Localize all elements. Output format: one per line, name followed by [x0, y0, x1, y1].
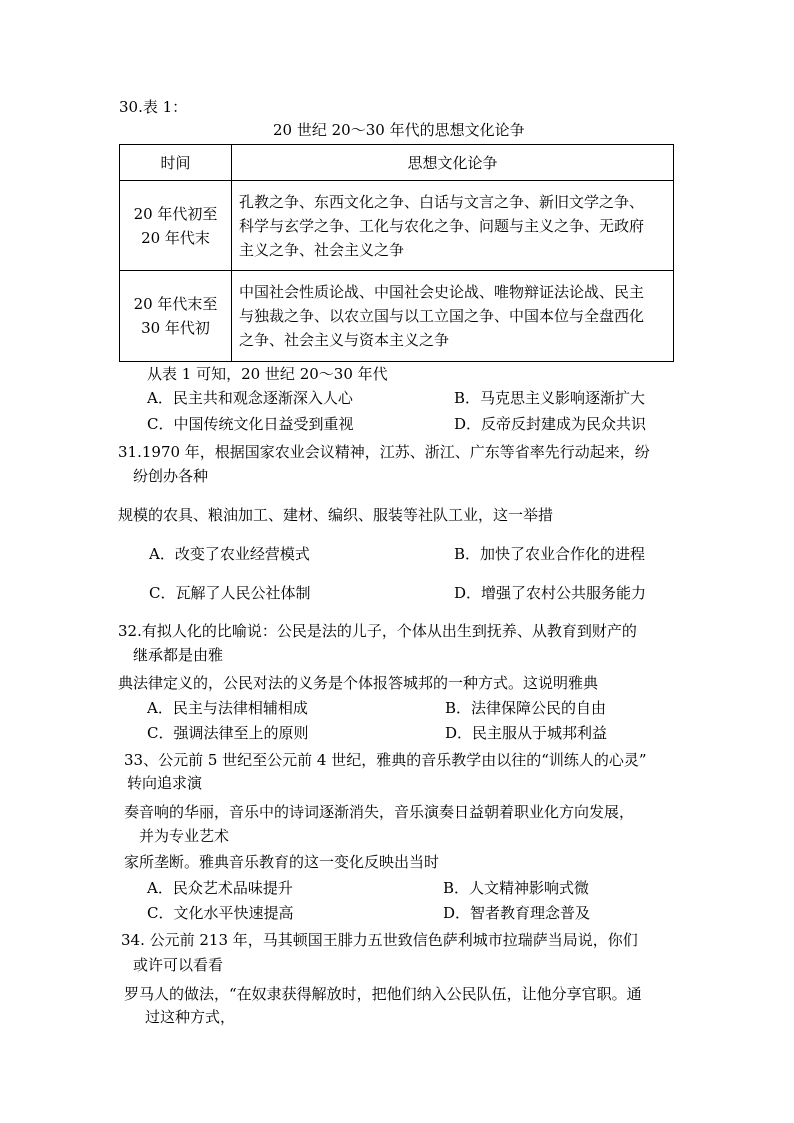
q33-option-d[interactable]: D．智者教育理念普及 [443, 904, 591, 922]
q31-option-d[interactable]: D．增强了农村公共服务能力 [454, 584, 647, 602]
q30-heading: 30.表 1： [119, 98, 188, 116]
q30-option-a[interactable]: A．民主共和观念逐渐深入人心 [147, 389, 353, 407]
row1-text-line3: 主义之争、社会主义之争 [239, 240, 405, 259]
table-caption: 20 世纪 20～30 年代的思想文化论争 [273, 121, 525, 139]
q30-option-b[interactable]: B．马克思主义影响逐渐扩大 [454, 389, 646, 407]
row2-text-line3: 之争、社会主义与资本主义之争 [239, 331, 450, 349]
q32-line1: 32.有拟人化的比喻说：公民是法的儿子，个体从出生到抚养、从教育到财产的 [118, 622, 637, 640]
q33-option-b[interactable]: B．人文精神影响式微 [443, 879, 590, 897]
q30-option-c[interactable]: C．中国传统文化日益受到重视 [147, 415, 354, 433]
q34-line1: 34. 公元前 213 年，马其顿国王腓力五世致信色萨利城市拉瑞萨当局说，你们 [121, 931, 638, 949]
debate-table [119, 144, 674, 362]
row1-time [120, 181, 232, 271]
row2-debates [232, 271, 674, 362]
q32-line3: 典法律定义的，公民对法的义务是个体报答城邦的一种方式。这说明雅典 [118, 674, 599, 692]
row2-text-line1: 中国社会性质论战、中国社会史论战、唯物辩证法论战、民主 [239, 283, 645, 301]
q33-line1: 33、公元前 5 世纪至公元前 4 世纪，雅典的音乐教学由以往的“训练人的心灵” [124, 751, 647, 769]
table-row [120, 181, 674, 271]
q31-option-c[interactable]: C．瓦解了人民公社体制 [149, 584, 311, 602]
table-row [120, 271, 674, 362]
row1-text-line1: 孔教之争、东西文化之争、白话与文言之争、新旧文学之争、 [239, 192, 645, 211]
row1-debates [232, 181, 674, 271]
q32-option-d[interactable]: D．民主服从于城邦利益 [445, 724, 608, 742]
row1-time-line1: 20 年代初至 [133, 204, 218, 223]
q32-option-c[interactable]: C．强调法律至上的原则 [147, 724, 309, 742]
q33-line3: 奏音响的华丽，音乐中的诗词逐渐消失，音乐演奏日益朝着职业化方向发展， [124, 803, 635, 821]
q34-line4: 过这种方式， [145, 1008, 236, 1026]
q32-option-a[interactable]: A．民主与法律相辅相成 [147, 699, 308, 717]
q33-line5: 家所垄断。雅典音乐教育的这一变化反映出当时 [124, 853, 440, 871]
q33-line2: 转向追求演 [127, 774, 203, 792]
q31-option-a[interactable]: A．改变了农业经营模式 [149, 545, 310, 563]
q33-option-c[interactable]: C．文化水平快速提高 [147, 904, 294, 922]
row2-time [120, 271, 232, 362]
q30-stem: 从表 1 可知，20 世纪 20～30 年代 [147, 365, 388, 383]
q34-line3: 罗马人的做法，“在奴隶获得解放时，把他们纳入公民队伍，让他分享官职。通 [124, 985, 642, 1003]
row1-text-line2: 科学与玄学之争、工化与农化之争、问题与主义之争、无政府 [239, 216, 645, 235]
q31-line1: 31.1970 年，根据国家农业会议精神，江苏、浙江、广东等省率先行动起来，纷 [118, 443, 650, 461]
q31-line2: 纷创办各种 [133, 467, 209, 485]
q30-option-d[interactable]: D．反帝反封建成为民众共识 [454, 415, 647, 433]
q32-option-b[interactable]: B．法律保障公民的自由 [445, 699, 607, 717]
q32-line2: 继承都是由雅 [133, 646, 224, 664]
q31-option-b[interactable]: B．加快了农业合作化的进程 [454, 545, 646, 563]
q34-line2: 或许可以看看 [133, 956, 224, 974]
row2-time-line2: 30 年代初 [141, 319, 210, 337]
q33-line4: 并为专业艺术 [139, 827, 230, 845]
row1-time-line2: 20 年代末 [141, 228, 210, 247]
q31-line3: 规模的农具、粮油加工、建材、编织、服装等社队工业，这一举措 [118, 506, 554, 524]
table-header-row [120, 145, 674, 181]
header-time: 时间 [120, 145, 232, 181]
q33-option-a[interactable]: A．民众艺术品味提升 [147, 879, 293, 897]
row2-text-line2: 与独裁之争、以农立国与以工立国之争、中国本位与全盘西化 [239, 307, 645, 325]
row2-time-line1: 20 年代末至 [133, 295, 218, 313]
header-debate: 思想文化论争 [232, 145, 674, 181]
